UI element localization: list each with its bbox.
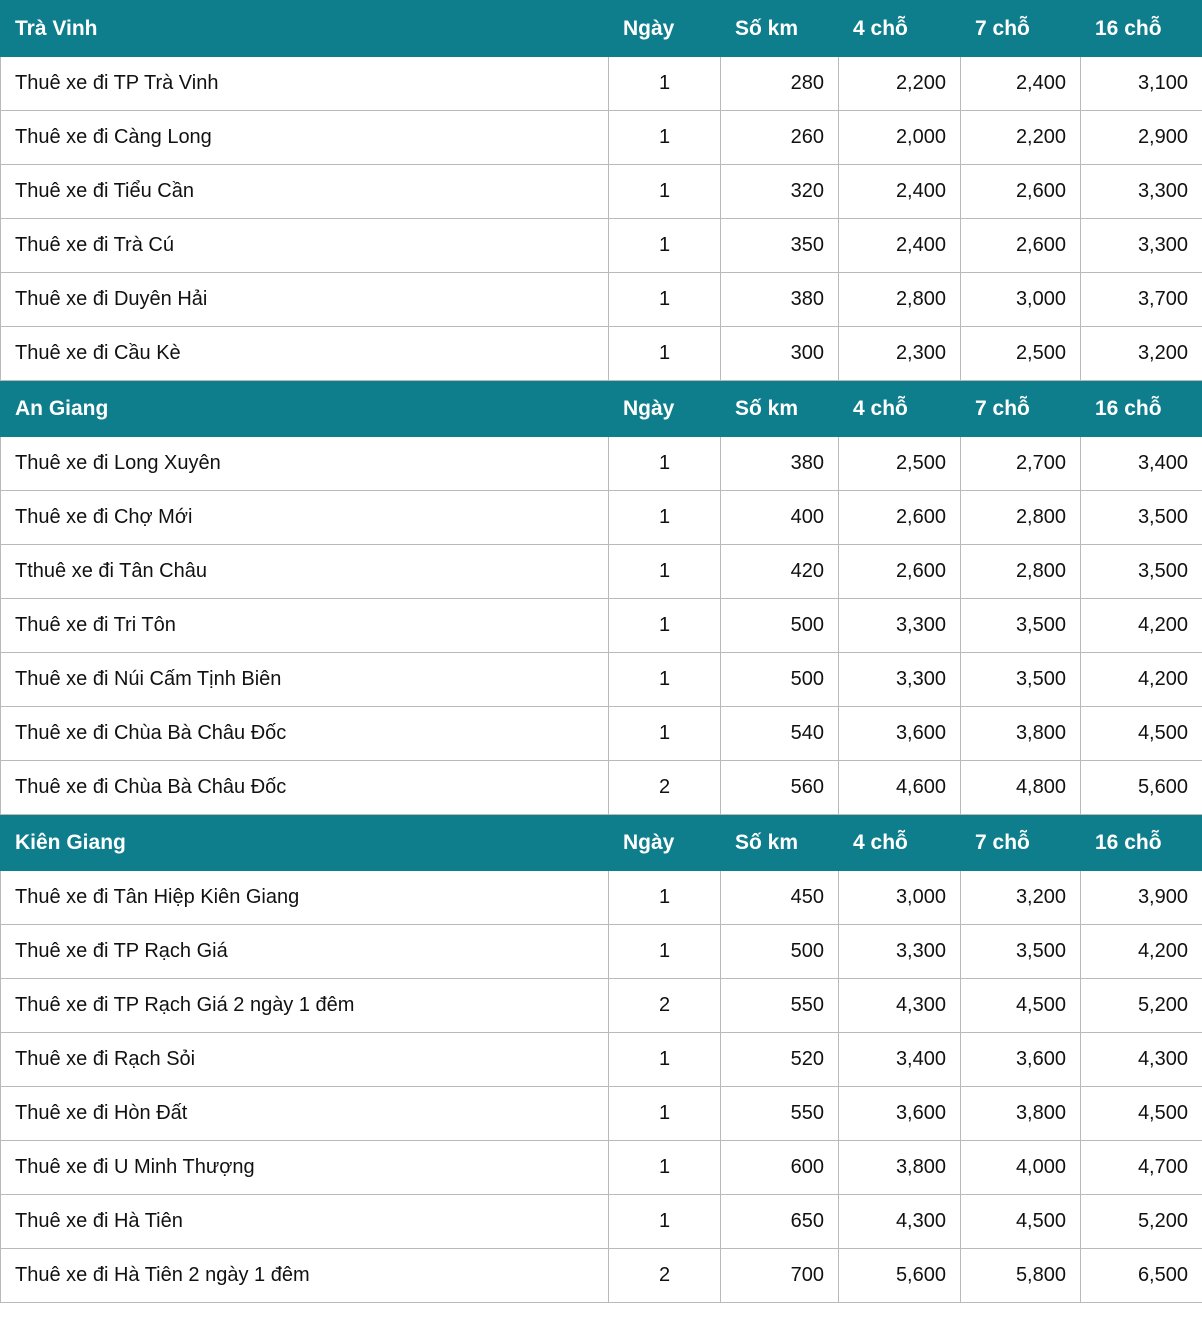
days-value: 1	[609, 327, 721, 381]
table-row	[1, 111, 1202, 165]
price-16-seat: 4,200	[1081, 599, 1202, 653]
price-4-seat: 2,300	[839, 327, 961, 381]
price-16-seat: 5,200	[1081, 1195, 1202, 1249]
route-name: Thuê xe đi TP Rạch Giá	[1, 925, 609, 979]
price-7-seat: 2,400	[961, 57, 1081, 111]
km-value: 450	[721, 871, 839, 925]
group-header-row	[1, 815, 1202, 871]
days-value: 2	[609, 761, 721, 815]
column-header: Số km	[721, 1, 839, 57]
price-4-seat: 5,600	[839, 1249, 961, 1303]
table-row	[1, 871, 1202, 925]
price-4-seat: 3,300	[839, 925, 961, 979]
days-value: 1	[609, 219, 721, 273]
table-row	[1, 653, 1202, 707]
price-7-seat: 2,700	[961, 437, 1081, 491]
price-4-seat: 3,400	[839, 1033, 961, 1087]
price-16-seat: 4,500	[1081, 1087, 1202, 1141]
price-4-seat: 2,800	[839, 273, 961, 327]
route-name: Thuê xe đi Cầu Kè	[1, 327, 609, 381]
price-7-seat: 3,800	[961, 707, 1081, 761]
days-value: 1	[609, 653, 721, 707]
route-name: Thuê xe đi Hà Tiên	[1, 1195, 609, 1249]
days-value: 1	[609, 57, 721, 111]
km-value: 280	[721, 57, 839, 111]
days-value: 1	[609, 111, 721, 165]
route-name: Thuê xe đi Tân Hiệp Kiên Giang	[1, 871, 609, 925]
table-row	[1, 925, 1202, 979]
column-header: 7 chỗ	[961, 1, 1081, 57]
route-name: Thuê xe đi Càng Long	[1, 111, 609, 165]
km-value: 550	[721, 1087, 839, 1141]
group-title: Trà Vinh	[1, 1, 609, 57]
days-value: 1	[609, 707, 721, 761]
price-7-seat: 3,500	[961, 925, 1081, 979]
price-7-seat: 2,200	[961, 111, 1081, 165]
days-value: 2	[609, 979, 721, 1033]
days-value: 1	[609, 273, 721, 327]
table-row	[1, 437, 1202, 491]
price-16-seat: 3,100	[1081, 57, 1202, 111]
price-4-seat: 4,300	[839, 979, 961, 1033]
price-7-seat: 3,500	[961, 599, 1081, 653]
price-16-seat: 3,500	[1081, 545, 1202, 599]
price-16-seat: 6,500	[1081, 1249, 1202, 1303]
price-4-seat: 3,000	[839, 871, 961, 925]
column-header: 7 chỗ	[961, 381, 1081, 437]
column-header: Ngày	[609, 381, 721, 437]
route-name: Thuê xe đi Rạch Sỏi	[1, 1033, 609, 1087]
route-name: Thuê xe đi Chợ Mới	[1, 491, 609, 545]
price-4-seat: 3,800	[839, 1141, 961, 1195]
group-title: Kiên Giang	[1, 815, 609, 871]
price-7-seat: 4,000	[961, 1141, 1081, 1195]
km-value: 650	[721, 1195, 839, 1249]
km-value: 600	[721, 1141, 839, 1195]
route-name: Thuê xe đi Tri Tôn	[1, 599, 609, 653]
route-name: Thuê xe đi Long Xuyên	[1, 437, 609, 491]
km-value: 260	[721, 111, 839, 165]
route-name: Thuê xe đi Chùa Bà Châu Đốc	[1, 707, 609, 761]
price-7-seat: 2,800	[961, 491, 1081, 545]
table-row	[1, 979, 1202, 1033]
price-16-seat: 3,900	[1081, 871, 1202, 925]
price-16-seat: 5,200	[1081, 979, 1202, 1033]
price-7-seat: 3,500	[961, 653, 1081, 707]
km-value: 500	[721, 653, 839, 707]
price-7-seat: 3,800	[961, 1087, 1081, 1141]
price-16-seat: 2,900	[1081, 111, 1202, 165]
km-value: 380	[721, 437, 839, 491]
price-16-seat: 3,700	[1081, 273, 1202, 327]
km-value: 380	[721, 273, 839, 327]
table-row	[1, 273, 1202, 327]
price-4-seat: 2,500	[839, 437, 961, 491]
price-4-seat: 3,300	[839, 599, 961, 653]
days-value: 1	[609, 545, 721, 599]
column-header: 4 chỗ	[839, 815, 961, 871]
column-header: 16 chỗ	[1081, 1, 1202, 57]
km-value: 400	[721, 491, 839, 545]
table-row	[1, 1087, 1202, 1141]
km-value: 300	[721, 327, 839, 381]
price-7-seat: 4,800	[961, 761, 1081, 815]
column-header: 7 chỗ	[961, 815, 1081, 871]
column-header: 4 chỗ	[839, 1, 961, 57]
route-name: Thuê xe đi Núi Cấm Tịnh Biên	[1, 653, 609, 707]
price-16-seat: 4,700	[1081, 1141, 1202, 1195]
days-value: 1	[609, 925, 721, 979]
route-name: Thuê xe đi U Minh Thượng	[1, 1141, 609, 1195]
price-16-seat: 3,300	[1081, 165, 1202, 219]
price-16-seat: 3,400	[1081, 437, 1202, 491]
route-name: Thuê xe đi Trà Cú	[1, 219, 609, 273]
route-name: Thuê xe đi Chùa Bà Châu Đốc	[1, 761, 609, 815]
price-4-seat: 2,400	[839, 165, 961, 219]
column-header: Ngày	[609, 1, 721, 57]
price-7-seat: 2,800	[961, 545, 1081, 599]
table-row	[1, 57, 1202, 111]
km-value: 520	[721, 1033, 839, 1087]
column-header: 16 chỗ	[1081, 381, 1202, 437]
price-4-seat: 2,600	[839, 491, 961, 545]
price-4-seat: 4,600	[839, 761, 961, 815]
price-7-seat: 3,000	[961, 273, 1081, 327]
km-value: 350	[721, 219, 839, 273]
price-16-seat: 4,500	[1081, 707, 1202, 761]
price-7-seat: 3,600	[961, 1033, 1081, 1087]
price-16-seat: 3,200	[1081, 327, 1202, 381]
km-value: 500	[721, 599, 839, 653]
column-header: 4 chỗ	[839, 381, 961, 437]
price-4-seat: 3,600	[839, 1087, 961, 1141]
price-16-seat: 4,200	[1081, 925, 1202, 979]
route-name: Thuê xe đi TP Rạch Giá 2 ngày 1 đêm	[1, 979, 609, 1033]
days-value: 2	[609, 1249, 721, 1303]
price-4-seat: 3,300	[839, 653, 961, 707]
price-4-seat: 3,600	[839, 707, 961, 761]
route-name: Thuê xe đi Tiểu Cần	[1, 165, 609, 219]
route-name: Thuê xe đi Hà Tiên 2 ngày 1 đêm	[1, 1249, 609, 1303]
route-name: Thuê xe đi Hòn Đất	[1, 1087, 609, 1141]
days-value: 1	[609, 491, 721, 545]
km-value: 550	[721, 979, 839, 1033]
column-header: Số km	[721, 815, 839, 871]
table-row	[1, 761, 1202, 815]
price-7-seat: 2,600	[961, 165, 1081, 219]
price-4-seat: 2,200	[839, 57, 961, 111]
column-header: 16 chỗ	[1081, 815, 1202, 871]
table-row	[1, 1249, 1202, 1303]
km-value: 500	[721, 925, 839, 979]
days-value: 1	[609, 1033, 721, 1087]
table-row	[1, 599, 1202, 653]
price-16-seat: 4,300	[1081, 1033, 1202, 1087]
days-value: 1	[609, 1087, 721, 1141]
route-name: Thuê xe đi TP Trà Vinh	[1, 57, 609, 111]
km-value: 540	[721, 707, 839, 761]
price-16-seat: 5,600	[1081, 761, 1202, 815]
table-row	[1, 1141, 1202, 1195]
table-row	[1, 491, 1202, 545]
days-value: 1	[609, 437, 721, 491]
days-value: 1	[609, 165, 721, 219]
price-7-seat: 3,200	[961, 871, 1081, 925]
price-4-seat: 2,600	[839, 545, 961, 599]
column-header: Ngày	[609, 815, 721, 871]
price-16-seat: 3,300	[1081, 219, 1202, 273]
price-4-seat: 4,300	[839, 1195, 961, 1249]
price-7-seat: 2,600	[961, 219, 1081, 273]
table-row	[1, 545, 1202, 599]
price-7-seat: 4,500	[961, 1195, 1081, 1249]
group-header-row	[1, 381, 1202, 437]
price-16-seat: 4,200	[1081, 653, 1202, 707]
days-value: 1	[609, 599, 721, 653]
km-value: 320	[721, 165, 839, 219]
price-7-seat: 2,500	[961, 327, 1081, 381]
price-7-seat: 5,800	[961, 1249, 1081, 1303]
price-16-seat: 3,500	[1081, 491, 1202, 545]
group-header-row	[1, 1, 1202, 57]
column-header: Số km	[721, 381, 839, 437]
route-name: Tthuê xe đi Tân Châu	[1, 545, 609, 599]
table-row	[1, 219, 1202, 273]
table-row	[1, 1195, 1202, 1249]
group-title: An Giang	[1, 381, 609, 437]
price-table-body	[1, 1, 1202, 1303]
price-4-seat: 2,000	[839, 111, 961, 165]
km-value: 700	[721, 1249, 839, 1303]
km-value: 560	[721, 761, 839, 815]
price-4-seat: 2,400	[839, 219, 961, 273]
days-value: 1	[609, 1195, 721, 1249]
km-value: 420	[721, 545, 839, 599]
price-7-seat: 4,500	[961, 979, 1081, 1033]
table-row	[1, 707, 1202, 761]
days-value: 1	[609, 871, 721, 925]
table-row	[1, 165, 1202, 219]
table-row	[1, 327, 1202, 381]
route-name: Thuê xe đi Duyên Hải	[1, 273, 609, 327]
table-row	[1, 1033, 1202, 1087]
days-value: 1	[609, 1141, 721, 1195]
